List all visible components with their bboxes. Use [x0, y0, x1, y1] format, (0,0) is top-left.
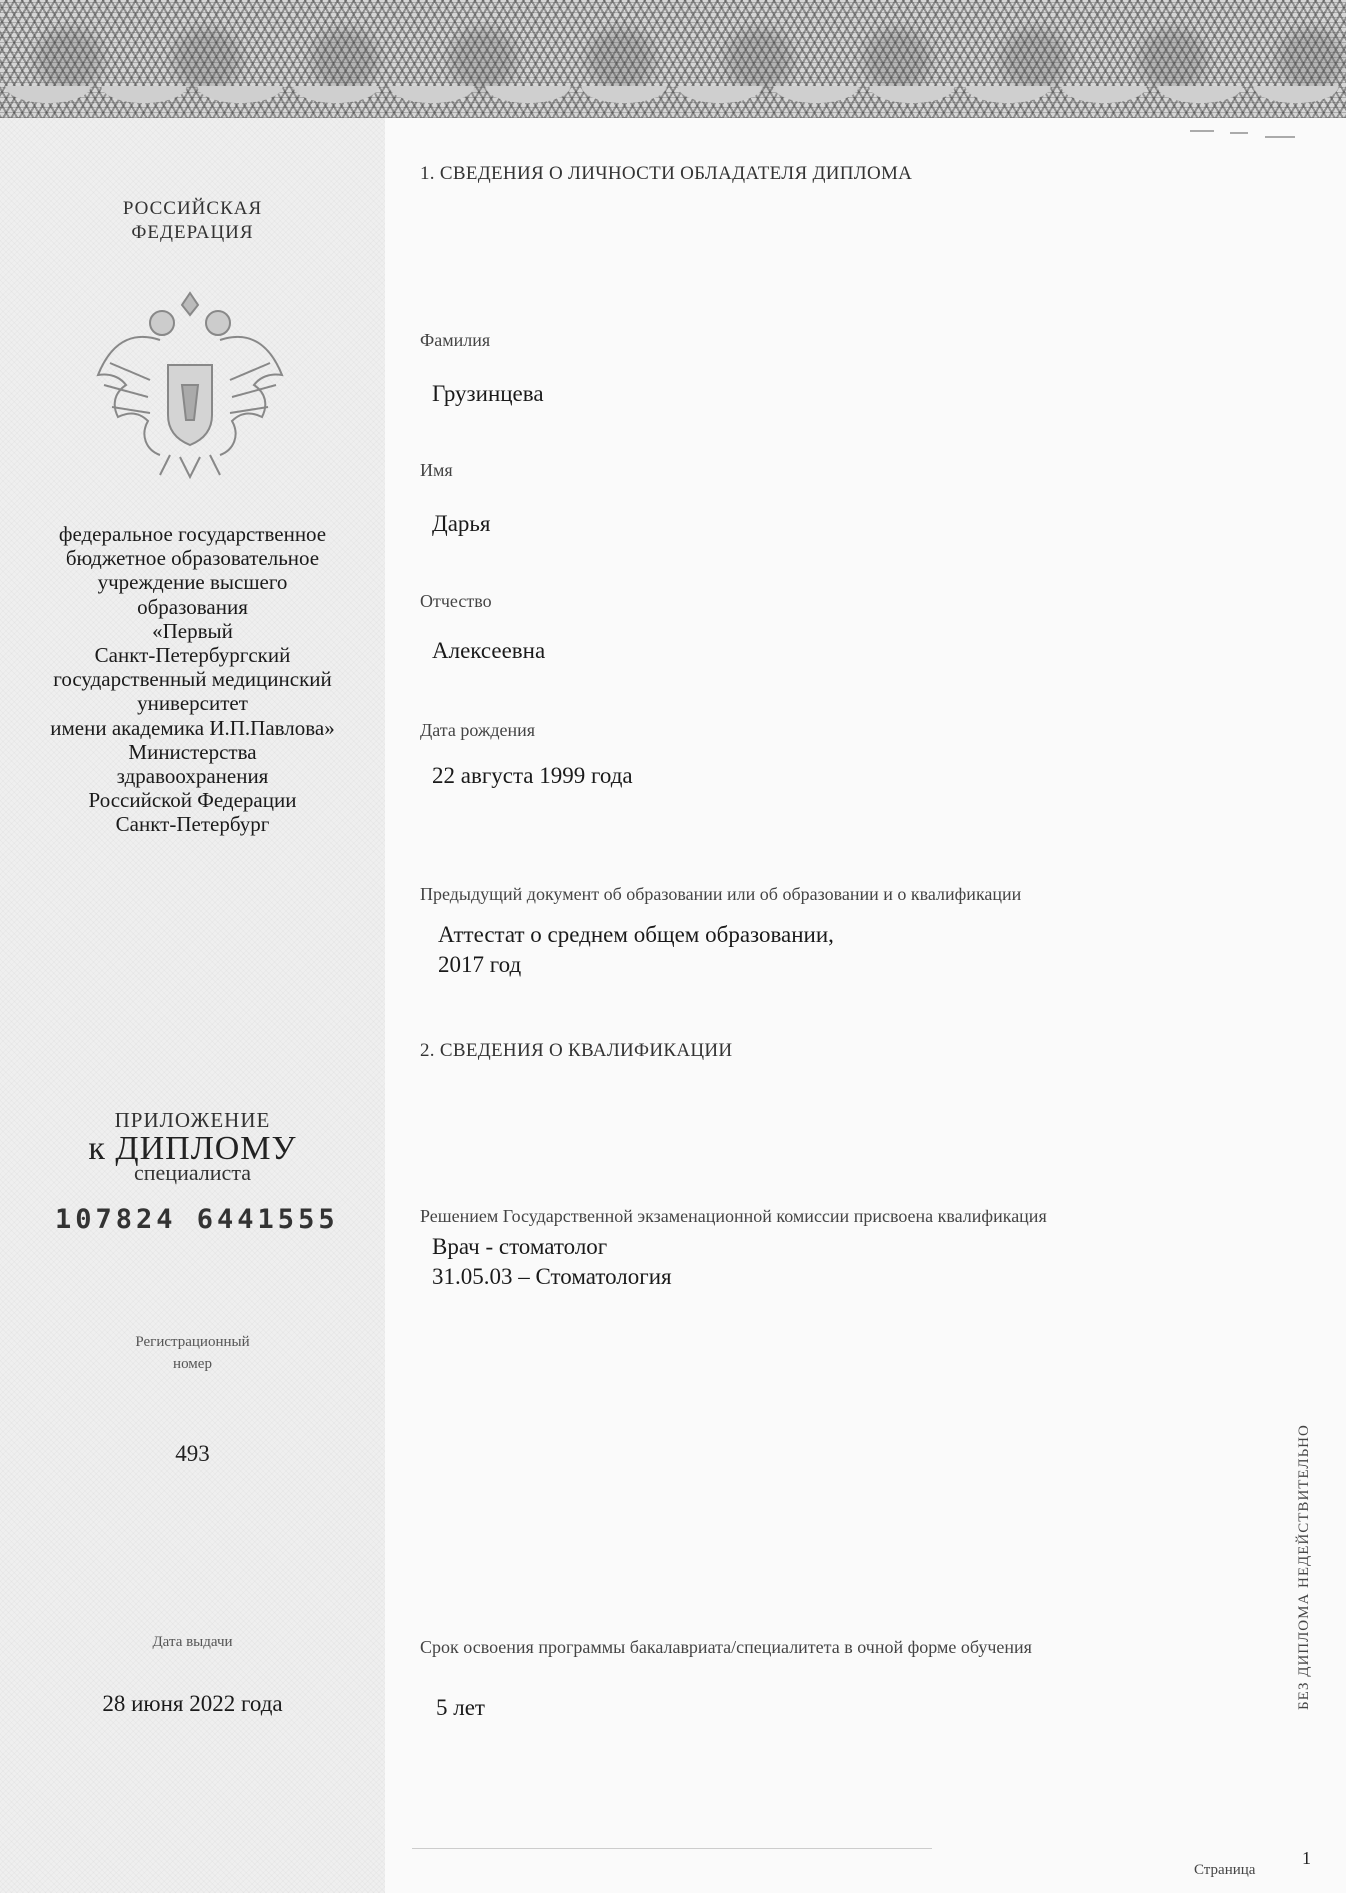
organization-name	[0, 522, 385, 837]
organization-line: «Первый	[152, 618, 233, 643]
organization-line: учреждение высшего	[97, 570, 288, 595]
organization-line: Санкт-Петербург	[115, 812, 270, 837]
birth-date-value: 22 августа 1999 года	[432, 763, 633, 788]
organization-line: бюджетное образовательное	[65, 546, 320, 571]
previous-document-value	[438, 920, 834, 980]
qualification-label: Решением Государственной экзаменационной комиссии присвоена квалификация	[420, 1206, 1047, 1226]
organization-line: университет	[137, 691, 248, 716]
name-value: Дарья	[432, 511, 491, 536]
serial-number: 107824 6441555	[55, 1204, 339, 1235]
registration-label-line: Регистрационный	[135, 1334, 250, 1350]
patronymic-label: Отчество	[420, 591, 492, 611]
patronymic-value: Алексеевна	[432, 638, 546, 663]
section-2-title: 2. СВЕДЕНИЯ О КВАЛИФИКАЦИИ	[420, 1040, 733, 1061]
study-term-value: 5 лет	[436, 1695, 485, 1720]
scan-mark	[1265, 136, 1295, 138]
appendix-degree: специалиста	[134, 1160, 251, 1185]
country-line-2: ФЕДЕРАЦИЯ	[131, 222, 254, 243]
organization-line: здравоохранения	[116, 764, 269, 789]
name-label: Имя	[420, 460, 453, 480]
registration-number: 493	[175, 1441, 210, 1466]
coat-of-arms-emblem	[90, 285, 290, 485]
appendix-title: ПРИЛОЖЕНИЕ	[114, 1108, 271, 1132]
section-1-title: 1. СВЕДЕНИЯ О ЛИЧНОСТИ ОБЛАДАТЕЛЯ ДИПЛОМА	[420, 163, 913, 184]
scan-mark	[1230, 132, 1248, 134]
organization-line: Министерства	[128, 739, 257, 764]
birth-date-label: Дата рождения	[420, 720, 536, 740]
appendix-diploma: к ДИПЛОМУ	[88, 1130, 297, 1167]
organization-line: Российской Федерации	[88, 788, 297, 813]
qualification-line: 31.05.03 – Стоматология	[432, 1264, 672, 1289]
organization-line: государственный медицинский	[53, 667, 332, 692]
organization-line: Санкт-Петербургский	[94, 643, 291, 668]
bottom-divider	[412, 1848, 932, 1849]
registration-label-line: номер	[173, 1356, 212, 1372]
qualification-value	[432, 1232, 672, 1292]
issue-date-label: Дата выдачи	[152, 1634, 233, 1650]
issue-date: 28 июня 2022 года	[102, 1691, 283, 1716]
surname-value: Грузинцева	[432, 381, 544, 406]
previous-document-label: Предыдущий документ об образовании или об образовании и о квалификации	[420, 884, 1022, 904]
scan-mark	[1190, 130, 1214, 132]
registration-label	[0, 1331, 385, 1375]
organization-line: федеральное государственное	[58, 522, 327, 546]
surname-label: Фамилия	[420, 330, 491, 350]
page-label: Страница	[1194, 1862, 1256, 1878]
qualification-line: Врач - стоматолог	[432, 1234, 608, 1259]
country-line-1: РОССИЙСКАЯ	[122, 198, 263, 219]
organization-line: образования	[137, 594, 248, 619]
study-term-label: Срок освоения программы бакалавриата/специалитета в очной форме обучения	[420, 1637, 1032, 1657]
validity-side-note: БЕЗ ДИПЛОМА НЕДЕЙСТВИТЕЛЬНО	[1296, 1424, 1312, 1710]
organization-line: имени академика И.П.Павлова»	[50, 715, 335, 740]
previous-document-line: Аттестат о среднем общем образовании,	[438, 922, 834, 947]
page-number: 1	[1302, 1848, 1311, 1868]
previous-document-line: 2017 год	[438, 952, 522, 977]
